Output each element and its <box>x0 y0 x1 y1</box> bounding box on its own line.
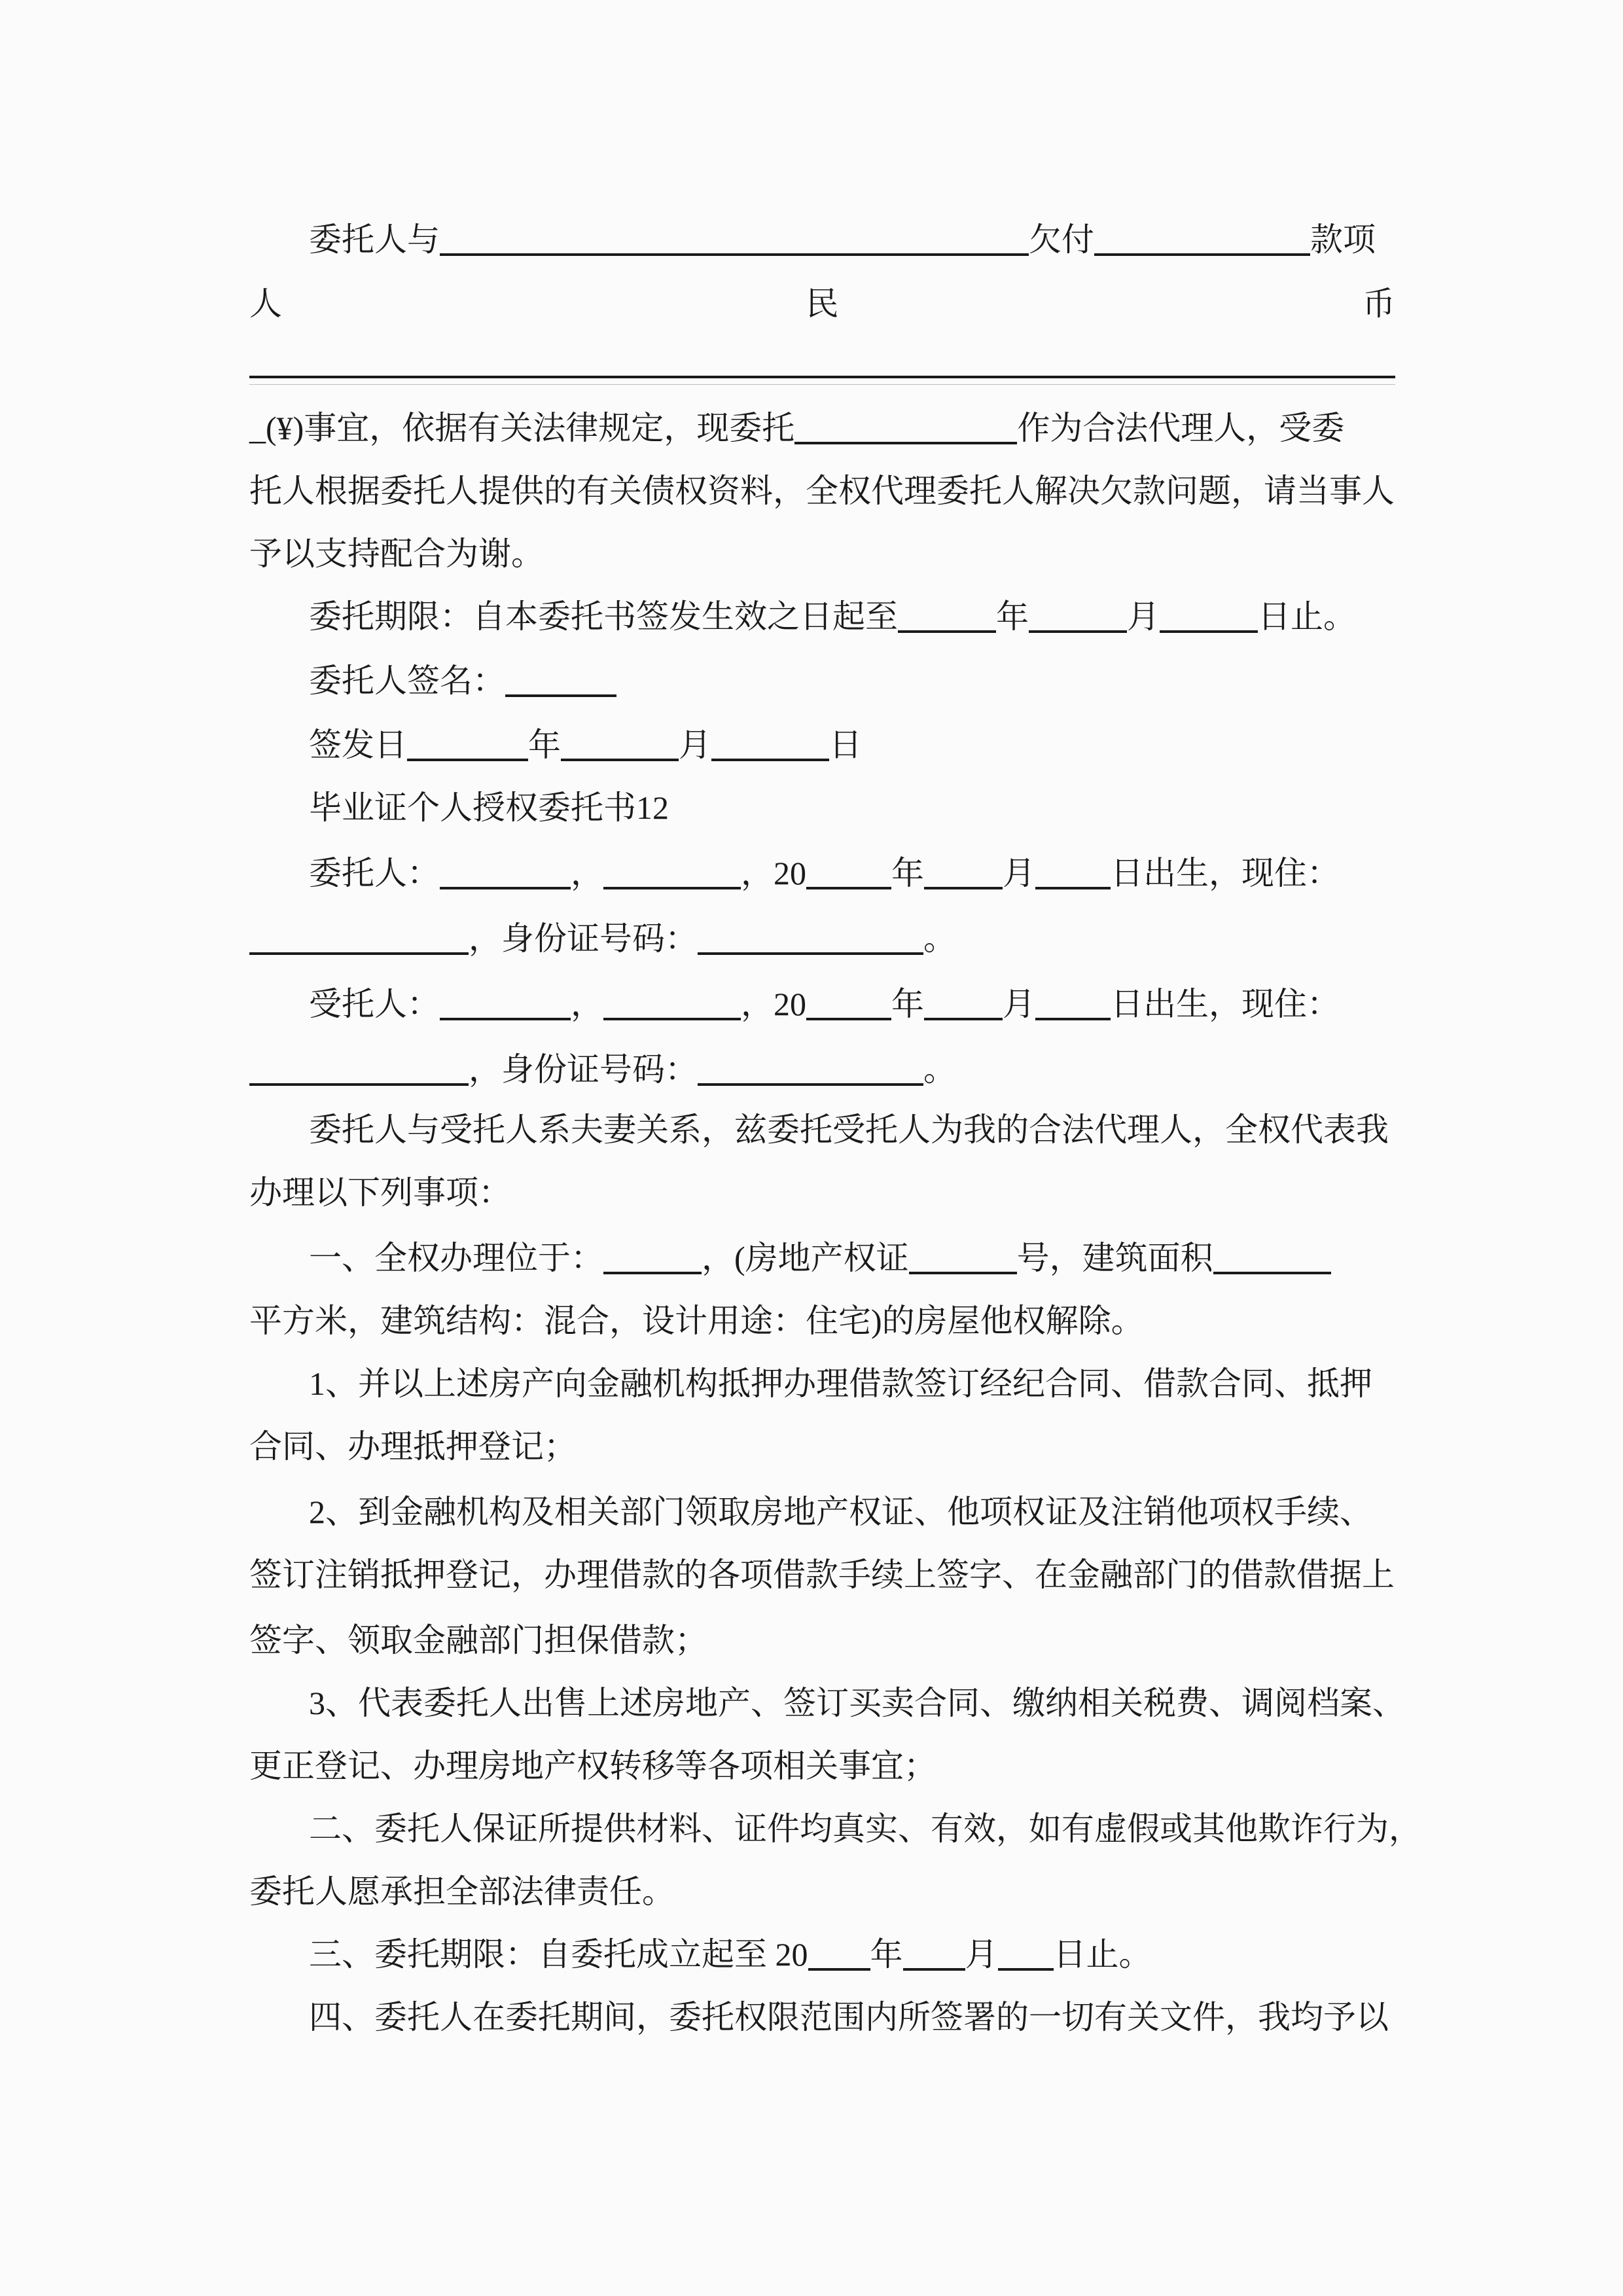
text-line <box>309 1685 1405 1721</box>
blank-underline <box>603 1014 741 1020</box>
text-line <box>249 410 1344 446</box>
text-line <box>249 1174 511 1211</box>
blank-underline <box>249 948 469 955</box>
text-run: 年 <box>996 598 1029 635</box>
text-run: 。 <box>923 920 956 957</box>
text-run: 月 <box>1003 855 1035 891</box>
blank-underline <box>924 883 1003 889</box>
text-run: 日止。 <box>1053 1936 1152 1973</box>
text-run: _(¥)事宜，依据有关法律规定，现委托 <box>249 410 795 446</box>
text-run: 民 <box>806 285 839 322</box>
text-line <box>249 1302 1144 1339</box>
text-line <box>309 726 862 763</box>
blank-underline <box>1213 1268 1331 1274</box>
text-run: 年 <box>870 1936 903 1973</box>
text-line <box>249 535 544 572</box>
text-run: 月 <box>965 1936 998 1973</box>
blank-underline <box>903 1964 965 1971</box>
text-run: 1、并以上述房产向金融机构抵押办理借款签订经纪合同、借款合同、抵押 <box>309 1365 1372 1402</box>
text-line <box>249 1428 577 1465</box>
text-run: 日出生，现住： <box>1111 986 1340 1022</box>
blank-underline <box>998 1964 1054 1971</box>
blank-underline <box>898 626 996 633</box>
text-run: 签发日 <box>309 726 407 763</box>
text-run: 委托人： <box>309 855 440 891</box>
text-run: 3、代表委托人出售上述房地产、签订买卖合同、缴纳相关税费、调阅档案、 <box>309 1685 1405 1721</box>
text-run: 人 <box>249 285 282 322</box>
blank-underline <box>698 948 923 955</box>
text-run: 日 <box>829 726 862 763</box>
text-line <box>249 1051 956 1088</box>
text-run: 日止。 <box>1258 598 1356 635</box>
divider-rule <box>249 376 1395 385</box>
text-run: ，(房地产权证 <box>702 1240 909 1276</box>
text-run: ， <box>571 855 603 891</box>
blank-underline <box>909 1268 1017 1274</box>
blank-underline <box>603 883 741 889</box>
text-run: 四、委托人在委托期间，委托权限范围内所签署的一切有关文件，我均予以 <box>309 1999 1389 2036</box>
text-line <box>249 473 1395 509</box>
text-run: ，身份证号码： <box>469 1051 698 1088</box>
text-run: 欠付 <box>1029 221 1094 258</box>
text-run: 款项 <box>1310 221 1376 258</box>
text-run: 签订注销抵押登记，办理借款的各项借款手续上签字、在金融部门的借款借据上 <box>249 1556 1395 1593</box>
blank-underline <box>794 438 1017 444</box>
text-line <box>309 1936 1152 1973</box>
text-line <box>249 1622 707 1659</box>
blank-underline <box>806 883 891 889</box>
text-line <box>309 1111 1389 1148</box>
text-run: 更正登记、办理房地产权转移等各项相关事宜； <box>249 1748 936 1784</box>
text-run: 委托人与受托人系夫妻关系，兹委托受托人为我的合法代理人，全权代表我 <box>309 1111 1389 1148</box>
text-run: 签字、领取金融部门担保借款； <box>249 1622 707 1659</box>
text-line <box>309 1999 1389 2036</box>
text-run: 平方米，建筑结构：混合，设计用途：住宅)的房屋他权解除。 <box>249 1302 1144 1339</box>
blank-underline <box>1035 1014 1111 1020</box>
text-line <box>309 662 616 699</box>
blank-underline <box>249 1079 469 1086</box>
text-run: 毕业证个人授权委托书12 <box>309 789 669 826</box>
text-run: 月 <box>1127 598 1160 635</box>
text-line <box>309 986 1340 1022</box>
blank-underline <box>711 755 829 761</box>
blank-underline <box>924 1014 1003 1020</box>
blank-underline <box>808 1964 870 1971</box>
text-run: 委托人愿承担全部法律责任。 <box>249 1873 675 1910</box>
text-run: 年 <box>528 726 561 763</box>
text-run: ，20 <box>741 986 806 1022</box>
text-line <box>249 920 956 957</box>
text-run: 2、到金融机构及相关部门领取房地产权证、他项权证及注销他项权手续、 <box>309 1494 1372 1530</box>
text-run: 年 <box>891 855 924 891</box>
text-run: ，20 <box>741 855 806 891</box>
text-line <box>309 1494 1372 1530</box>
text-line <box>309 598 1356 635</box>
text-run: 合同、办理抵押登记； <box>249 1428 577 1465</box>
blank-underline <box>440 1014 571 1020</box>
text-run: 三、委托期限：自委托成立起至 20 <box>309 1936 808 1973</box>
text-line <box>309 855 1340 891</box>
text-run: 号，建筑面积 <box>1016 1240 1213 1276</box>
section-title <box>309 789 669 826</box>
blank-underline <box>806 1014 891 1020</box>
text-run: 。 <box>923 1051 956 1088</box>
blank-underline <box>440 249 1029 256</box>
text-run: 托人根据委托人提供的有关债权资料，全权代理委托人解决欠款问题，请当事人 <box>249 473 1395 509</box>
text-run: ，身份证号码： <box>469 920 698 957</box>
blank-underline <box>1160 626 1258 633</box>
text-run: 受托人： <box>309 986 440 1022</box>
text-run: 予以支持配合为谢。 <box>249 535 544 572</box>
text-line <box>309 1810 1421 1847</box>
text-run: 二、委托人保证所提供材料、证件均真实、有效，如有虚假或其他欺诈行为， <box>309 1810 1421 1847</box>
blank-underline <box>505 691 616 697</box>
text-line <box>309 1365 1372 1402</box>
text-run: 委托人与 <box>309 221 440 258</box>
text-run: 月 <box>1003 986 1035 1022</box>
text-run: 作为合法代理人，受委 <box>1017 410 1345 446</box>
blank-underline <box>1035 883 1111 889</box>
blank-underline <box>407 755 528 761</box>
blank-underline <box>698 1079 923 1086</box>
text-run: 年 <box>891 986 924 1022</box>
text-line <box>249 285 1395 322</box>
blank-underline <box>1094 249 1310 256</box>
text-line <box>309 221 1376 258</box>
text-line <box>249 1556 1395 1593</box>
blank-underline <box>440 883 571 889</box>
text-run: 月 <box>679 726 711 763</box>
text-run: ， <box>571 986 603 1022</box>
blank-underline <box>561 755 679 761</box>
text-run: 币 <box>1363 285 1395 322</box>
text-run: 一、全权办理位于： <box>309 1240 603 1276</box>
text-run: 委托人签名： <box>309 662 505 699</box>
text-run: 日出生，现住： <box>1111 855 1340 891</box>
text-line <box>249 1748 936 1784</box>
text-line <box>249 1873 675 1910</box>
text-run: 办理以下列事项： <box>249 1174 511 1211</box>
blank-underline <box>603 1268 702 1274</box>
text-line <box>309 1240 1331 1276</box>
text-run: 委托期限：自本委托书签发生效之日起至 <box>309 598 898 635</box>
blank-underline <box>1029 626 1127 633</box>
